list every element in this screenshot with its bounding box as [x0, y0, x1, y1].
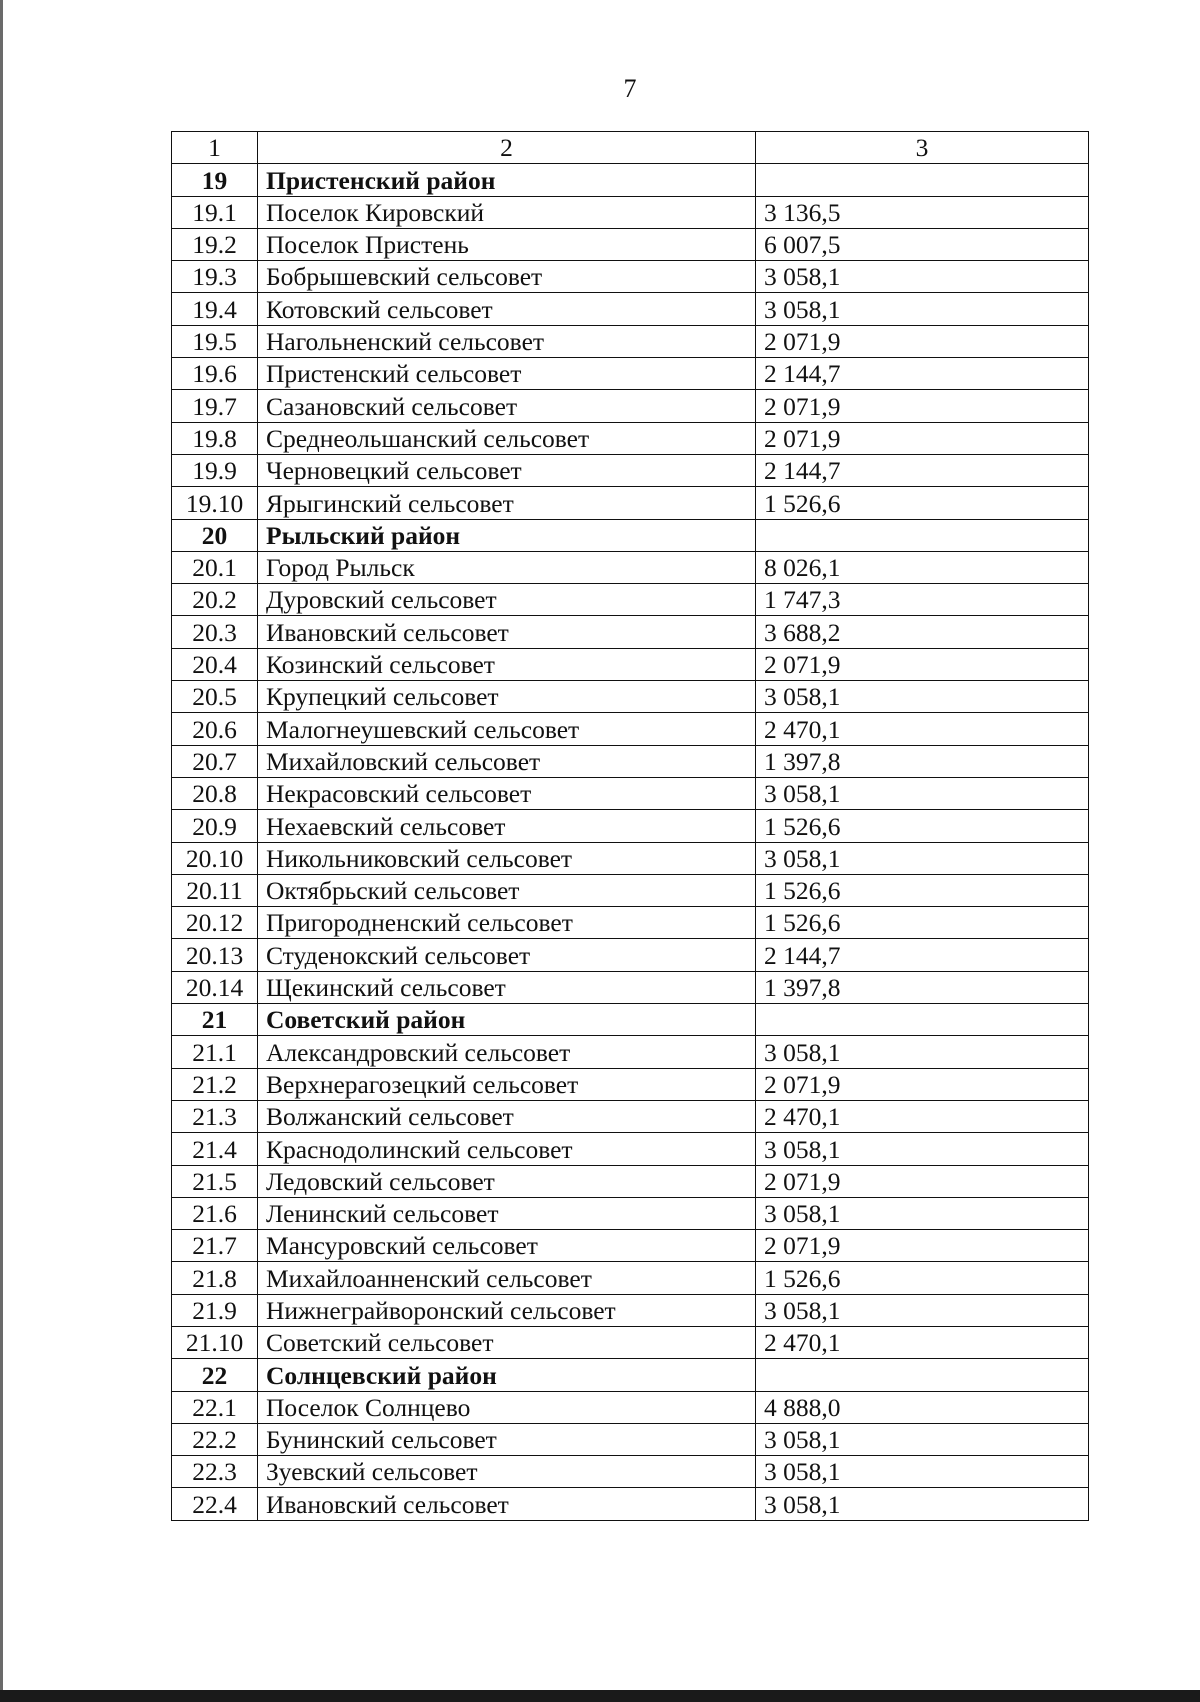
header-cell-value: 3	[756, 132, 1089, 164]
table-row	[172, 842, 1089, 874]
row-name-cell: Козинский сельсовет	[258, 648, 756, 680]
district-row	[172, 1004, 1089, 1036]
row-number-cell: 21.5	[172, 1165, 258, 1197]
table-row	[172, 584, 1089, 616]
row-number-cell: 21.9	[172, 1294, 258, 1326]
table-row	[172, 777, 1089, 809]
row-number-cell: 20.11	[172, 874, 258, 906]
row-number-cell: 20.12	[172, 907, 258, 939]
row-name-cell: Пристенский сельсовет	[258, 358, 756, 390]
table-row	[172, 487, 1089, 519]
district-row	[172, 1359, 1089, 1391]
row-number-cell: 19.4	[172, 293, 258, 325]
row-number-cell: 21	[172, 1004, 258, 1036]
table-row	[172, 1326, 1089, 1358]
row-name-cell: Верхнерагозецкий сельсовет	[258, 1068, 756, 1100]
table-row	[172, 325, 1089, 357]
row-value-cell: 6 007,5	[756, 228, 1089, 260]
row-name-cell: Нехаевский сельсовет	[258, 810, 756, 842]
row-number-cell: 20.14	[172, 971, 258, 1003]
row-value-cell: 3 058,1	[756, 1423, 1089, 1455]
row-name-cell: Бунинский сельсовет	[258, 1423, 756, 1455]
row-number-cell: 19.2	[172, 228, 258, 260]
row-value-cell	[756, 1359, 1089, 1391]
row-number-cell: 21.7	[172, 1230, 258, 1262]
row-value-cell: 1 397,8	[756, 971, 1089, 1003]
row-name-cell: Поселок Солнцево	[258, 1391, 756, 1423]
row-name-cell: Пригородненский сельсовет	[258, 907, 756, 939]
table-row	[172, 1294, 1089, 1326]
row-value-cell: 1 526,6	[756, 874, 1089, 906]
row-number-cell: 20.10	[172, 842, 258, 874]
header-cell-name: 2	[258, 132, 756, 164]
table-row	[172, 745, 1089, 777]
table-body	[172, 132, 1089, 1521]
row-number-cell: 20.5	[172, 681, 258, 713]
row-name-cell: Солнцевский район	[258, 1359, 756, 1391]
row-name-cell: Ледовский сельсовет	[258, 1165, 756, 1197]
row-number-cell: 20.8	[172, 777, 258, 809]
row-value-cell: 3 058,1	[756, 1456, 1089, 1488]
row-name-cell: Пристенский район	[258, 164, 756, 196]
row-name-cell: Поселок Кировский	[258, 196, 756, 228]
row-value-cell: 1 526,6	[756, 1262, 1089, 1294]
row-number-cell: 20.9	[172, 810, 258, 842]
row-name-cell: Ивановский сельсовет	[258, 1488, 756, 1520]
row-name-cell: Сазановский сельсовет	[258, 390, 756, 422]
row-name-cell: Александровский сельсовет	[258, 1036, 756, 1068]
row-value-cell: 2 144,7	[756, 358, 1089, 390]
row-name-cell: Ярыгинский сельсовет	[258, 487, 756, 519]
table-row	[172, 1036, 1089, 1068]
row-value-cell: 2 144,7	[756, 454, 1089, 486]
row-name-cell: Крупецкий сельсовет	[258, 681, 756, 713]
table-row	[172, 1165, 1089, 1197]
row-number-cell: 22	[172, 1359, 258, 1391]
row-value-cell: 2 144,7	[756, 939, 1089, 971]
row-value-cell	[756, 164, 1089, 196]
row-name-cell: Поселок Пристень	[258, 228, 756, 260]
row-number-cell: 22.2	[172, 1423, 258, 1455]
table-row	[172, 422, 1089, 454]
row-number-cell: 20	[172, 519, 258, 551]
row-value-cell: 2 071,9	[756, 390, 1089, 422]
table-row	[172, 293, 1089, 325]
table-row	[172, 261, 1089, 293]
allocation-table	[171, 131, 1089, 1521]
row-name-cell: Краснодолинский сельсовет	[258, 1133, 756, 1165]
table-row	[172, 1262, 1089, 1294]
row-value-cell	[756, 1004, 1089, 1036]
row-value-cell: 1 526,6	[756, 810, 1089, 842]
row-number-cell: 20.2	[172, 584, 258, 616]
row-number-cell: 19.8	[172, 422, 258, 454]
table-row	[172, 1488, 1089, 1520]
table-row	[172, 1068, 1089, 1100]
row-value-cell: 2 071,9	[756, 648, 1089, 680]
row-name-cell: Некрасовский сельсовет	[258, 777, 756, 809]
row-number-cell: 19.5	[172, 325, 258, 357]
row-value-cell: 3 058,1	[756, 1036, 1089, 1068]
row-name-cell: Советский сельсовет	[258, 1326, 756, 1358]
row-number-cell: 20.7	[172, 745, 258, 777]
row-name-cell: Черновецкий сельсовет	[258, 454, 756, 486]
row-name-cell: Среднеольшанский сельсовет	[258, 422, 756, 454]
district-row	[172, 519, 1089, 551]
table-row	[172, 1100, 1089, 1132]
table-row	[172, 1456, 1089, 1488]
row-number-cell: 19.9	[172, 454, 258, 486]
row-name-cell: Мансуровский сельсовет	[258, 1230, 756, 1262]
row-name-cell: Михайловский сельсовет	[258, 745, 756, 777]
row-number-cell: 21.3	[172, 1100, 258, 1132]
row-value-cell: 3 058,1	[756, 681, 1089, 713]
row-number-cell: 20.1	[172, 551, 258, 583]
row-name-cell: Волжанский сельсовет	[258, 1100, 756, 1132]
row-value-cell: 2 470,1	[756, 1326, 1089, 1358]
table-row	[172, 358, 1089, 390]
row-name-cell: Ивановский сельсовет	[258, 616, 756, 648]
scan-left-edge	[0, 0, 3, 1702]
row-number-cell: 20.6	[172, 713, 258, 745]
table-row	[172, 907, 1089, 939]
row-value-cell: 2 470,1	[756, 1100, 1089, 1132]
row-value-cell: 3 058,1	[756, 1488, 1089, 1520]
table-row	[172, 454, 1089, 486]
row-name-cell: Бобрышевский сельсовет	[258, 261, 756, 293]
row-value-cell: 1 397,8	[756, 745, 1089, 777]
table-row	[172, 616, 1089, 648]
row-number-cell: 19.6	[172, 358, 258, 390]
row-name-cell: Студенокский сельсовет	[258, 939, 756, 971]
header-cell-number: 1	[172, 132, 258, 164]
row-value-cell: 3 058,1	[756, 1133, 1089, 1165]
row-number-cell: 19.3	[172, 261, 258, 293]
row-name-cell: Никольниковский сельсовет	[258, 842, 756, 874]
table-row	[172, 551, 1089, 583]
row-number-cell: 22.4	[172, 1488, 258, 1520]
row-value-cell: 8 026,1	[756, 551, 1089, 583]
row-value-cell: 2 071,9	[756, 1230, 1089, 1262]
row-value-cell: 3 688,2	[756, 616, 1089, 648]
table-row	[172, 681, 1089, 713]
row-number-cell: 20.13	[172, 939, 258, 971]
row-value-cell: 1 526,6	[756, 487, 1089, 519]
row-name-cell: Ленинский сельсовет	[258, 1197, 756, 1229]
row-number-cell: 21.8	[172, 1262, 258, 1294]
table-row	[172, 810, 1089, 842]
row-name-cell: Октябрьский сельсовет	[258, 874, 756, 906]
row-value-cell: 3 058,1	[756, 293, 1089, 325]
row-name-cell: Дуровский сельсовет	[258, 584, 756, 616]
row-number-cell: 22.1	[172, 1391, 258, 1423]
row-number-cell: 19.10	[172, 487, 258, 519]
row-name-cell: Советский район	[258, 1004, 756, 1036]
table-row	[172, 1133, 1089, 1165]
row-value-cell: 3 058,1	[756, 261, 1089, 293]
row-name-cell: Нижнеграйворонский сельсовет	[258, 1294, 756, 1326]
scan-bottom-edge	[0, 1690, 1200, 1702]
row-name-cell: Малогнеушевский сельсовет	[258, 713, 756, 745]
table-row	[172, 1197, 1089, 1229]
table-row	[172, 228, 1089, 260]
row-name-cell: Нагольненский сельсовет	[258, 325, 756, 357]
table-row	[172, 390, 1089, 422]
table-header-row	[172, 132, 1089, 164]
row-value-cell: 2 470,1	[756, 713, 1089, 745]
row-value-cell: 3 058,1	[756, 1197, 1089, 1229]
row-number-cell: 21.1	[172, 1036, 258, 1068]
row-name-cell: Рыльский район	[258, 519, 756, 551]
row-value-cell: 4 888,0	[756, 1391, 1089, 1423]
row-name-cell: Щекинский сельсовет	[258, 971, 756, 1003]
row-value-cell: 2 071,9	[756, 1068, 1089, 1100]
table-row	[172, 971, 1089, 1003]
table-row	[172, 1391, 1089, 1423]
row-number-cell: 21.4	[172, 1133, 258, 1165]
row-value-cell: 2 071,9	[756, 325, 1089, 357]
row-name-cell: Котовский сельсовет	[258, 293, 756, 325]
row-value-cell: 1 526,6	[756, 907, 1089, 939]
row-number-cell: 21.6	[172, 1197, 258, 1229]
table-row	[172, 196, 1089, 228]
row-number-cell: 21.2	[172, 1068, 258, 1100]
row-value-cell: 3 058,1	[756, 777, 1089, 809]
row-value-cell: 2 071,9	[756, 1165, 1089, 1197]
row-number-cell: 20.3	[172, 616, 258, 648]
row-value-cell	[756, 519, 1089, 551]
table-row	[172, 713, 1089, 745]
table-row	[172, 1423, 1089, 1455]
table-row	[172, 1230, 1089, 1262]
row-name-cell: Зуевский сельсовет	[258, 1456, 756, 1488]
row-value-cell: 3 058,1	[756, 1294, 1089, 1326]
row-value-cell: 2 071,9	[756, 422, 1089, 454]
table-row	[172, 648, 1089, 680]
district-row	[172, 164, 1089, 196]
row-value-cell: 3 136,5	[756, 196, 1089, 228]
row-number-cell: 19	[172, 164, 258, 196]
table-row	[172, 874, 1089, 906]
row-name-cell: Город Рыльск	[258, 551, 756, 583]
row-value-cell: 1 747,3	[756, 584, 1089, 616]
row-number-cell: 21.10	[172, 1326, 258, 1358]
row-number-cell: 19.7	[172, 390, 258, 422]
row-number-cell: 22.3	[172, 1456, 258, 1488]
row-number-cell: 20.4	[172, 648, 258, 680]
row-number-cell: 19.1	[172, 196, 258, 228]
page-number: 7	[623, 74, 637, 103]
row-name-cell: Михайлоанненский сельсовет	[258, 1262, 756, 1294]
table-row	[172, 939, 1089, 971]
row-value-cell: 3 058,1	[756, 842, 1089, 874]
